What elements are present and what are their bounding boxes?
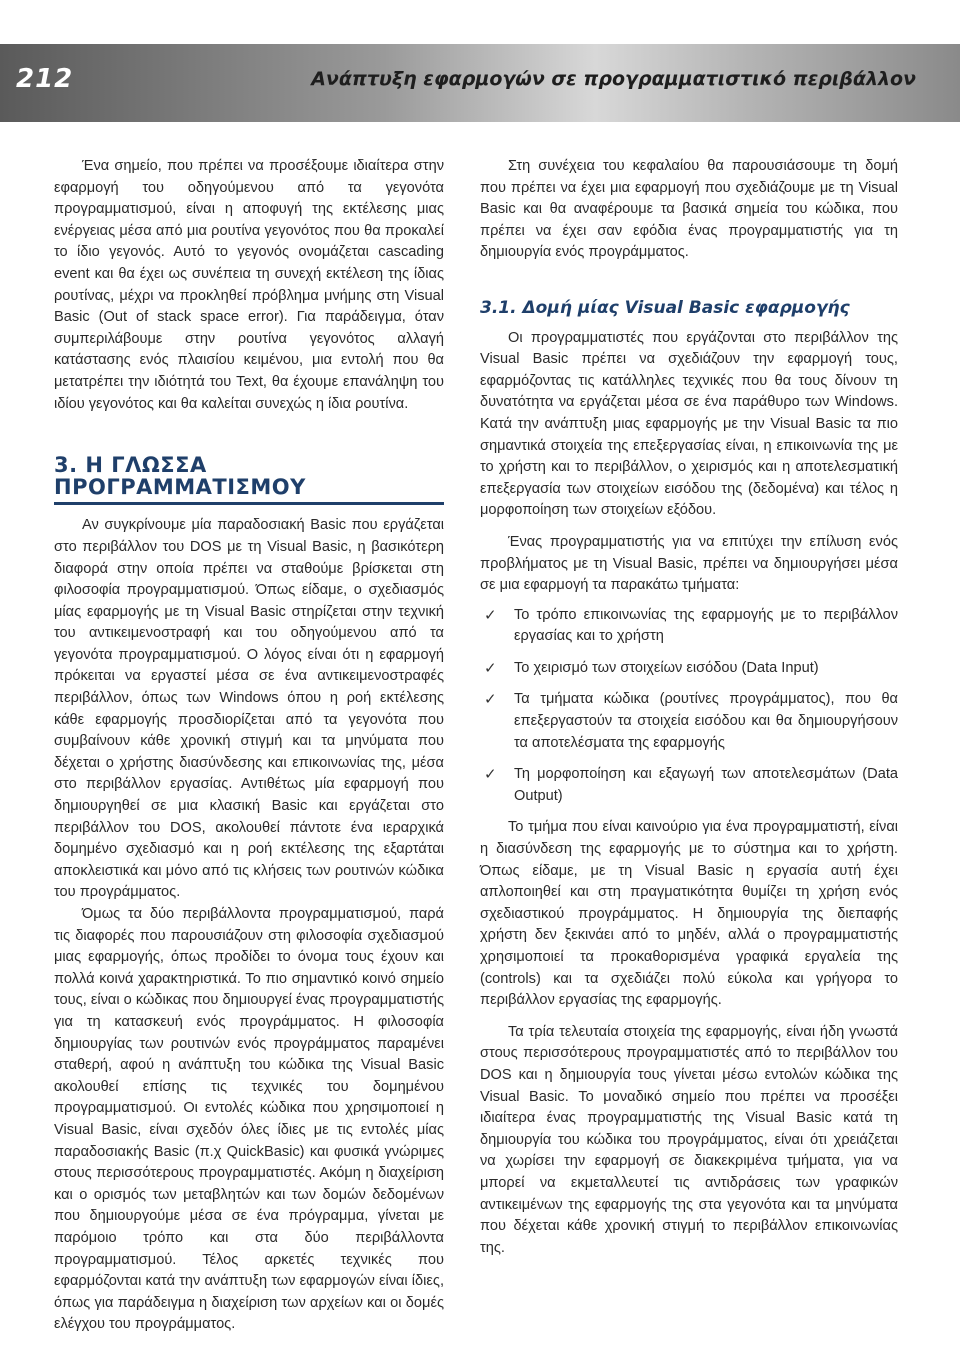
checklist-item <box>480 689 898 754</box>
right-paragraph-5: Τα τρία τελευταία στοιχεία της εφαρμογής, είναι ήδη γνωστά στους περισσότερους προγραμματιστές από το περιβάλλον του DOS και η δημιουργία τους γίνεται μέσω εντολών κώδικα της Visual Basic. Το μοναδικό σημείο που πρέπει να προσέξει ιδιαίτερα ένας προγραμματιστής της Visual Basic κατά τη δημιουργία του κώδικα του προγράμματος, είναι ότι χρειάζεται να χωρίσει την εφαρμογή σε διακεκριμένα τμήματα, για να μπορεί να εκμεταλλευτεί τις αντιδράσεις των γραφικών αντικειμένων της εφαρμογής της στα γεγονότα και τα μηνύματα που δέχεται κάθε χρονική στιγμή το περιβάλλον επικοινωνίας της. <box>480 1023 898 1256</box>
checklist-item <box>480 658 898 680</box>
left-column <box>54 156 444 1336</box>
subsection-heading-3-1: 3.1. Δομή μίας Visual Basic εφαρμογής <box>480 297 850 318</box>
page-number: 212 <box>16 64 74 94</box>
running-title: Ανάπτυξη εφαρμογών σε προγραμματιστικό περιβάλλον <box>311 68 916 90</box>
paragraph-gap <box>480 1012 898 1022</box>
checkmark-icon: ✓ <box>484 765 497 784</box>
checkmark-icon: ✓ <box>484 658 497 677</box>
checklist-item-text: Τη μορφοποίηση και εξαγωγή των αποτελεσμάτων (Data Output) <box>514 766 898 804</box>
checklist-item <box>480 764 898 807</box>
requirements-checklist <box>480 605 898 808</box>
checklist-item-text: Το χειρισμό των στοιχείων εισόδου (Data Input) <box>514 659 819 676</box>
page-header <box>0 44 960 122</box>
right-paragraph-4: Το τμήμα που είναι καινούριο για ένα προγραμματιστή, είναι η διασύνδεση της εφαρμογής με το σύστημα και το χρήστη. Όπως είδαμε, με τη Visual Basic η εργασία αυτή έχει απλοποιηθεί και στη πραγματικότητα θυμίζει τη χρήση ενός σχεδιαστικού προγράμματος. Η δημιουργία της διεπαφής χρήστη δεν ξεκινάει από το μηδέν, αλλά ο προγραμματιστής χρησιμοποιεί τα προκαθορισμένα γραφικά εργαλεία της (controls) και τα σχεδιάζει πολύ εύκολα και γρήγορα το περιβάλλον εργασίας της εφαρμογής. <box>480 819 898 1009</box>
checklist-item-text: Το τρόπο επικοινωνίας της εφαρμογής με το περιβάλλον εργασίας και το χρήστη <box>514 606 898 645</box>
section-heading-3: 3. Η ΓΛΩΣΣΑ ΠΡΟΓΡΑΜΜΑΤΙΣΜΟΥ <box>54 455 444 505</box>
checklist-item-text: Τα τμήματα κώδικα (ρουτίνες προγράμματος), που θα επεξεργαστούν τα στοιχεία εισόδου και θα δημιουργήσουν τα αποτελέσματα της εφαρμογής <box>514 691 898 751</box>
left-paragraph-1: Ένα σημείο, που πρέπει να προσέξουμε ιδιαίτερα στην εφαρμογή του οδηγούμενου από τα γεγονότα προγραμματισμού, είναι η αποφυγή της εκτέλεσης μιας ενέργειας μέσα από μια ρουτίνα γεγονότος που θα προκαλεί το ίδιο γεγονός. Αυτό το γεγονός ονομάζεται cascading event και θα έχει ως συνέπεια τη συνεχή εκτέλεση της ίδιας ρουτίνας, μέχρι να προκληθεί πρόβλημα μνήμης στη Visual Basic (Out of stack space error). Για παράδειγμα, όταν συμπεριλάβουμε στην ρουτίνα γεγονότος αλλαγή κατάστασης ενός πλαισίου κειμένου, μια εντολή που θα μετατρέπει την ιδιότητά του Text, θα έχουμε επανάληψη του ιδίου γεγονότος και θα καλείται συνεχώς η ίδια ρουτίνα. <box>54 158 444 412</box>
checkmark-icon: ✓ <box>484 690 497 709</box>
paragraph-gap <box>480 522 898 532</box>
left-paragraph-3: Όμως τα δύο περιβάλλοντα προγραμματισμού, παρά τις διαφορές που παρουσιάζουν στη φιλοσοφία σχεδιασμού μιας εφαρμογής, όπως προδίδει το όνομα τους έχουν και πολλά κοινά χαρακτηριστικά. Το πιο σημαντικό κοινό σημείο τους, είναι ο κώδικας που δημιουργεί ένας προγραμματιστής για τη κατασκευή ενός προγράμματος. Η φιλοσοφία δημιουργίας των ρουτινών ενός προγράμματος παραμένει σταθερή, αφού η ανάπτυξη του κώδικα της Visual Basic ακολουθεί επίσης τις τεχνικές του δομημένου προγραμματισμού. Οι εντολές κώδικα που χρησιμοποιεί η Visual Basic, είναι σχεδόν όλες ίδιες με τις εντολές μίας παραδοσιακής Basic (π.χ QuickBasic) και φυσικά γνώριμες στους περισσότερους προγραμματιστές. Ακόμη η διαχείριση και ο ορισμός των μεταβλητών και των δομών δεδομένων που δημιουργούμε μέσα σε ένα πρόγραμμα, γίνεται με παρόμοιο τρόπο και στα δύο περιβάλλοντα προγραμματισμού. Τέλος αρκετές τεχνικές που εφαρμόζονται κατά την ανάπτυξη των εφαρμογών είναι ίδιες, όπως για παράδειγμα η διαχείριση των αρχείων και οι δομές ελέγχου του προγράμματος. <box>54 906 444 1333</box>
left-paragraph-2: Αν συγκρίνουμε μία παραδοσιακή Basic που εργάζεται στο περιβάλλον του DOS με τη Visual Basic, η βασικότερη διαφορά στην οποία πρέπει να σταθούμε βρίσκεται στη φιλοσοφία προγραμματισμού. Όπως είδαμε, ο σχεδιασμός μίας εφαρμογής με τη Visual Basic στηρίζεται στην τεχνική του αντικειμενοστραφή και του οδηγούμενου από τα γεγονότα προγραμματισμού. Ο λόγος είναι ότι η εφαρμογή πρόκειται να εργαστεί μέσα σε ένα αντικειμενοστραφές περιβάλλον, όπως των Windows όπου η ροή εκτέλεσης κάθε εφαρμογής προσδιορίζεται από τα γεγονότα που συμβαίνουν κάθε χρονική στιγμή και τα μηνύματα που δέχεται ο χρήστης διασύνδεσης και επικοινωνίας της, μέσα στο περιβάλλον εργασίας. Αντιθέτως μία εφαρμογή που δημιουργηθεί σε μια κλασική Basic και εργάζεται στο περιβάλλον του DOS, ακολουθεί πάντοτε ένα ιεραρχικά δομημένο σχεδιασμό και η ροή εκτέλεσης της εξαρτάται αποκλειστικά και μόνο από τις κλήσεις των ρουτινών κώδικα του προγράμματος. <box>54 517 444 901</box>
right-column <box>480 156 898 1259</box>
right-paragraph-2: Οι προγραμματιστές που εργάζονται στο περιβάλλον της Visual Basic πρέπει να σχεδιάζουν την εφαρμογή τους, εφαρμόζοντας τις κατάλληλες τεχνικές που θα τους δίνουν τη δυνατότητα να εργάζεται μέσα σε ένα παράθυρο των Windows. Κατά την ανάπτυξη μιας εφαρμογής με την Visual Basic τα πιο σημαντικά στοιχεία της επεξεργασίας είναι, η επικοινωνία της με το χρήστη και το περιβάλλον, ο χειρισμός και η αποτελεσματική επεξεργασία των στοιχείων εισόδου της (δεδομένα) και τέλος η μορφοποίηση των στοιχείων εξόδου. <box>480 329 898 519</box>
right-paragraph-1: Στη συνέχεια του κεφαλαίου θα παρουσιάσουμε τη δομή που πρέπει να έχει μια εφαρμογή που σχεδιάζουμε με τη Visual Basic και θα αναφέρουμε τα βασικά σημεία του κώδικα, που πρέπει να έχει σαν εφόδια ένας προγραμματιστής για τη δημιουργία ενός προγράμματος. <box>480 158 898 261</box>
checkmark-icon: ✓ <box>484 605 497 624</box>
right-paragraph-3: Ένας προγραμματιστής για να επιτύχει την επίλυση ενός προβλήματος με τη Visual Basic, πρέπει να δημιουργήσει μέσα σε μια εφαρμογή τα παρακάτω τμήματα: <box>480 533 898 594</box>
checklist-item <box>480 605 898 648</box>
